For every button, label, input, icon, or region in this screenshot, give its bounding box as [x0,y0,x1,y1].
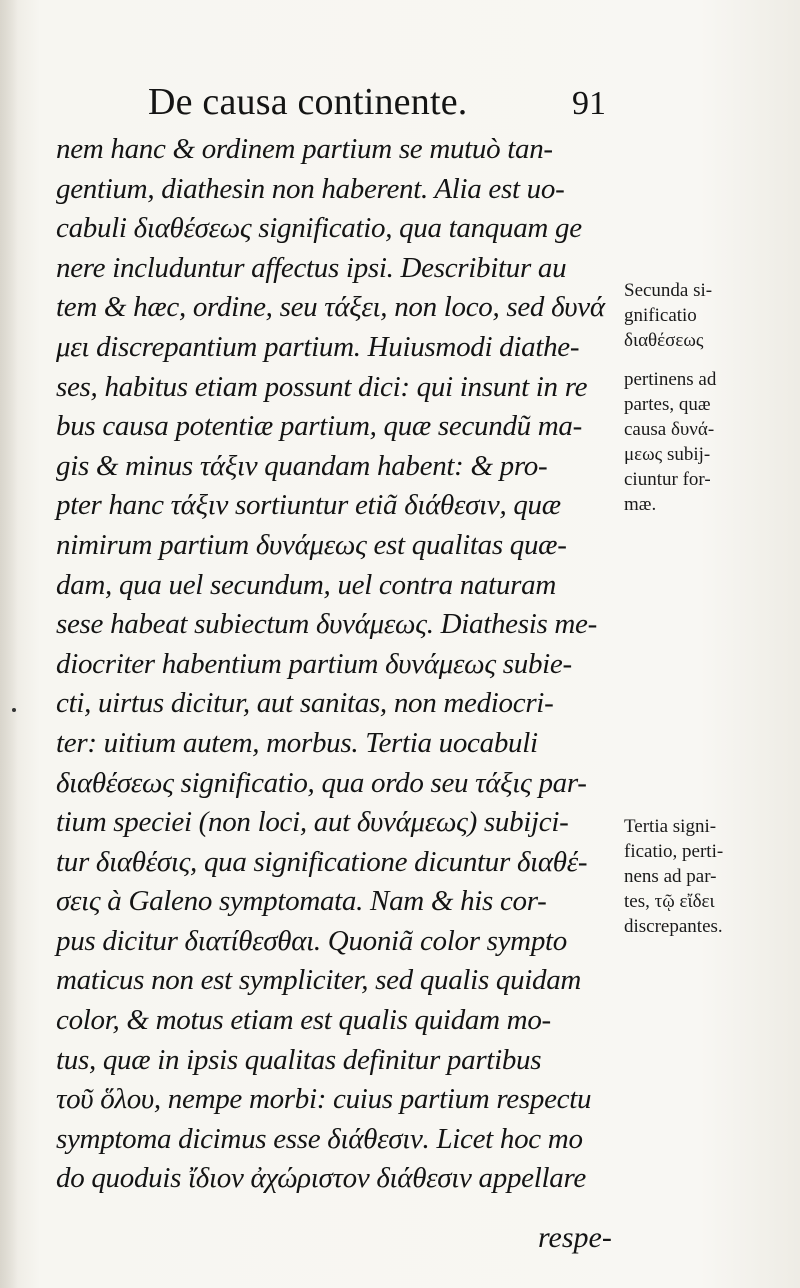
text-line: pter hanc τάξιν sortiuntur etiã διάθεσιν, quæ [56,489,561,522]
margin-note-line: discrepantes. [624,916,723,937]
text-line: tem & hæc, ordine, seu τάξει, non loco, sed δυνά [56,291,605,324]
margin-note-line: διαθέσεως [624,330,704,351]
text-line: do quoduis ἴδιον ἀχώριστον διάθεσιν appellare [56,1162,586,1195]
running-title: De causa continente. [148,81,468,123]
text-line: ter: uitium autem, morbus. Tertia uocabuli [56,726,538,759]
margin-note-line: mæ. [624,494,657,515]
margin-note-second-meaning [624,278,794,517]
text-line: μει discrepantium partium. Huiusmodi diathe- [56,330,580,363]
margin-speck [12,708,16,712]
text-line: ses, habitus etiam possunt dici: qui insunt in re [56,370,588,403]
text-line: dam, qua uel secundum, uel contra naturam [56,568,556,601]
text-line: nere includuntur affectus ipsi. Describitur au [56,251,567,284]
margin-note-third-meaning [624,814,794,939]
text-line: color, & motus etiam est qualis quidam mo- [56,1004,551,1037]
text-line: bus causa potentiæ partium, quæ secundũ ma- [56,410,582,443]
margin-note-line: μεως subij- [624,444,711,465]
page-gutter-shadow [0,0,18,1288]
margin-note-line: nens ad par- [624,866,717,887]
text-line: symptoma dicimus esse διάθεσιν. Licet hoc mo [56,1122,583,1155]
margin-note-line: ciuntur for- [624,469,711,490]
margin-note-line: ficatio, perti- [624,841,724,862]
margin-note-line: pertinens ad [624,369,717,390]
margin-note-line: Tertia signi- [624,816,717,837]
text-line: sese habeat subiectum δυνάμεως. Diathesis me- [56,608,597,641]
text-line: tus, quæ in ipsis qualitas definitur partibus [56,1043,542,1076]
margin-note-line: causa δυνά- [624,419,715,440]
text-line: diocriter habentium partium δυνάμεως subie- [56,647,572,680]
catchword: respe- [538,1221,612,1254]
text-line: tium speciei (non loci, aut δυνάμεως) subijci- [56,806,569,839]
text-line: nem hanc & ordinem partium se mutuò tan- [56,133,553,165]
margin-note-line: partes, quæ [624,394,711,415]
text-line: τοῦ ὅλου, nempe morbi: cuius partium respectu [56,1083,592,1116]
text-line: cti, uirtus dicitur, aut sanitas, non mediocri- [56,687,554,720]
margin-note-line: gnificatio [624,305,697,326]
text-line: tur διαθέσις, qua significatione dicuntur διαθέ- [56,845,588,878]
text-line: maticus non est sympliciter, sed qualis quidam [56,964,582,997]
text-line: gis & minus τάξιν quandam habent: & pro- [56,449,548,482]
text-line: pus dicitur διατίθεσθαι. Quoniã color sympto [56,924,567,957]
margin-note-line: Secunda si- [624,280,713,301]
text-line: σεις à Galeno symptomata. Nam & his cor- [56,885,547,918]
text-line: διαθέσεως significatio, qua ordo seu τάξις par- [56,766,587,799]
text-line: gentium, diathesin non haberent. Alia est uo- [56,172,565,205]
text-line: cabuli διαθέσεως significatio, qua tanquam ge [56,212,582,245]
page-number: 91 [572,85,606,122]
margin-note-line: tes, τῷ εἴδει [624,891,715,912]
text-line: nimirum partium δυνάμεως est qualitas quæ- [56,528,567,561]
main-text-block [56,130,616,1199]
